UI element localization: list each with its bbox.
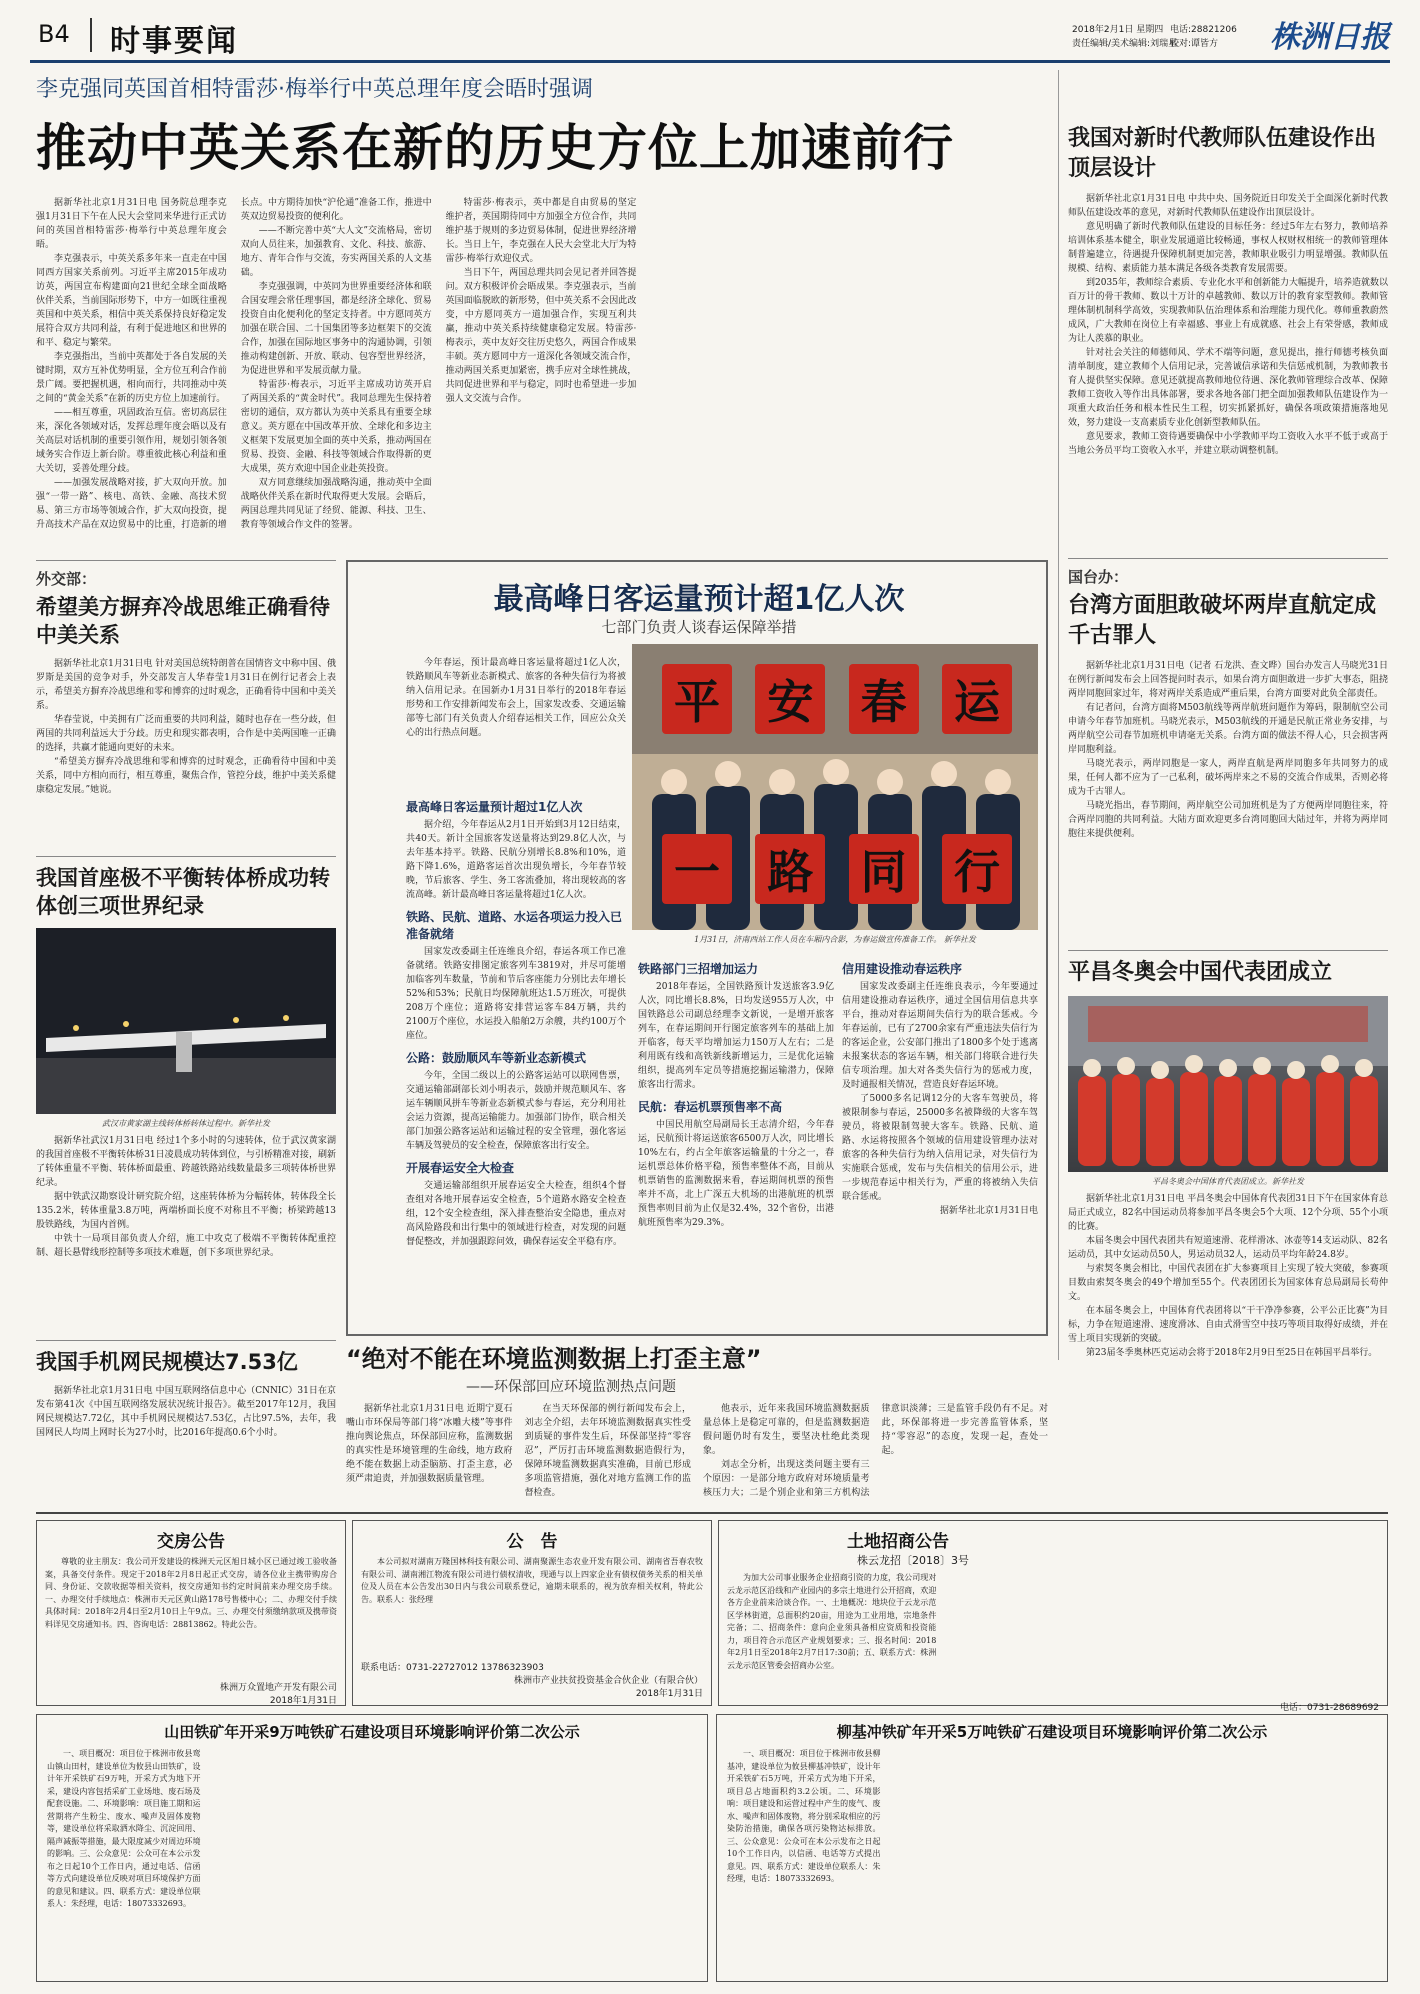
lead-kicker: 李克强同英国首相特雷莎·梅举行中英总理年度会晤时强调 <box>36 77 593 102</box>
taiwan-headline: 台湾方面胆敢破坏两岸直航定成千古罪人 <box>1068 593 1377 648</box>
us-article: 外交部： 希望美方摒弃冷战思维正确看待中美关系 据新华社北京1月31日电 针对美国总统特朗普在国情咨文中称中国、俄罗斯是美国的竞争对手，外交部发言人华春莹1月31日在例行记者会上表示，希望美方摒弃冷战思维和零和博弈的过时观念，正确看待中国和中美关系。 华春莹说，中美拥有广泛而重要的共同利益，随时也存在一些分歧，但两国的共同利益远大于分歧。历史和现实都表明，合作是中美两国唯一正确的选择，共赢才能通向更好的未来。 “希望美方摒弃冷战思维和零和博弈的过时观念，正确看待中国和中美关系，同中方相向而行，相互尊重，聚焦合作，管控分歧，维护中美关系健康稳定发展。”她说。 <box>36 570 336 795</box>
divider <box>36 1340 336 1341</box>
rail-feature: 最高峰日客运量预计超1亿人次 七部门负责人谈春运保障举措 今年春运，预计最高峰日客运量将超过1亿人次，铁路顺风车等新业态新模式、旅客的各种失信行为将被纳入信用记录。在国新办1月31日举行的2018年春运形势和工作安排新闻发布会上，国家发改委、交通运输部等七部门有关负责人介绍春运相关工作，回应公众关心的出行热点问题。 平 安 春 运 一 路 同 行 1月31日，济南西站工作人员在车厢内合影，为春运做宣传准备工作。 新华社发 最高峰日客运量预计超过1亿人次 据介绍，今年春运从2月1日开始到3月12日结束，共40天。新计全国旅客发送量将达到29.8亿人次，与去年基本持平。铁路、民航分别增长8.8%和10%，道路下降1.6%，道路客运首次出现负增长，今年春节较晚，节后旅客、学生、务工客流叠加，将出现较高的客流高峰。新计最高峰日客运量将超过1亿人次。 铁路、民航、道路、水运各项运力投入已准备就绪 国家发改委副主任连维良介绍，春运各项工作已准备就绪。铁路安排图定旅客列车3819对，并尽可能增加临客列车数量，节前和节后客座能力分别比去年增长52%和53%；民航日均保障航班达1.5万班次，可提供208万个座位；道路将安排营运客车84万辆，共约2100万个座位，水运投入船舶2万余艘，共约100万个座位。 公路：鼓励顺风车等新业态新模式 今年，全国二级以上的公路客运站可以联网售票，交通运输部副部长刘小明表示，鼓励并规范顺风车、客运车辆顺风拼车等新业态新模式参与春运，充分利用社会运力资源，提高运输能力。加强部门协作，联合相关部门加强公路客运站和运输过程的安全管理，强化客运车辆及驾驶员的安全检查，保障旅客出行安全。 开展春运安全大检查 交通运输部组织开展春运安全大检查，组织4个督查组对各地开展春运安全检查，5个道路水路安全检查组，12个安全检查组，深入排查整治安全隐患，重点对高风险路段和出行集中的领域进行检查，对发现的问题督促整改，并加强跟踪问效，确保春运安全平稳有序。 铁路部门三招增加运力 2018年春运，全国铁路预计发送旅客3.9亿人次，同比增长8.8%，日均发送955万人次，中国铁路总公司副总经理李文新说，一是增开旅客列车，在春运期间开行图定旅客列车的基础上加开临客，每天平均增加运力150万人左右；二是利用既有线和高铁新线新增运力，三是优化运输组织，提高列车定员等措施挖掘运输潜力，保障旅客出行需求。 民航：春运机票预售率不高 中国民用航空局副局长王志清介绍，今年春运，民航预计将运送旅客6500万人次，同比增长10%左右，约占全年旅客运输量的十分之一，春运机票总体价格平稳，预售率整体不高，目前从机票销售的监测数据来看，春运期间机票的预售率并不高，北上广深五大机场的出港航班的机票预售率则目前为止仅是32.4%，32个省份，出港航班预售率为29.3%。 信用建设推动春运秩序 国家发改委副主任连维良表示，今年要通过信用建设推动春运秩序，通过全国信用信息共享平台，推动对春运期间失信行为的联合惩戒。今年春运前，已有了2700余家有严重违法失信行为的客运企业，公安部门推出了1800多个处于逃离未报案状态的客运车辆，相关部门将联合进行失信专项治理。加大对各类失信行为的惩戒力度，及时通报相关情况，营造良好春运环境。 了5000多名记调12分的大客车驾驶员，将被限制参与春运，25000多名被降级的大客车驾驶员，将被限制驾驶大客车。铁路、民航、道路、水运将按照各个领域的信用建设管理办法对旅客的各种失信行为纳入信用记录，对失信行为实施联合惩戒，发布与失信相关的信用公示，进一步规范春运中相关行为，严重的将被纳入失信联合惩戒。 据新华社北京1月31日电 <box>346 560 1048 1336</box>
teacher-headline: 我国对新时代教师队伍建设作出顶层设计 <box>1068 126 1377 181</box>
lead-body: 据新华社北京1月31日电 国务院总理李克强1月31日下午在人民大会堂同来华进行正式访问的英国首相特雷莎·梅举行中英总理年度会晤。 李克强表示，中英关系多年来一直走在中国同西方国家关系前列。习近平主席2015年成功访英，两国宣布构建面向21世纪全球全面战略伙伴关系，当前国际形势下，中方一如既往重视英国和中英关系，相信中英关系保持良好稳定发展符合双方共同利益，有利于促进地区和世界的和平、稳定与繁荣。 李克强指出，当前中英都处于各自发展的关键时期，双方互补优势明显，全方位互利合作前景广阔。要把握机遇，相向而行，共同推动中英之间的“黄金关系”在新的历史方位上加速前行。 ——相互尊重，巩固政治互信。密切高层往来，深化各领域对话，发挥总理年度会晤以及有关高层对话机制的重要引领作用，规划引领各领域务实合作迈上新台阶。尊重彼此核心利益和重大关切，妥善处理分歧。 ——加强发展战略对接，扩大双向开放。加强“一带一路”、核电、高铁、金融、高技术贸易、第三方市场等领域合作，扩大双向投资，提升高技术产品在双边贸易中的比重，打造新的增长点。中方期待加快“沪伦通”准备工作，推进中英双边贸易投资的便利化。 ——不断完善中英“大人文”交流格局，密切双向人员往来，加强教育、文化、科技、旅游、地方、青年合作与交流，夯实两国关系的人文基础。 李克强强调，中英同为世界重要经济体和联合国安理会常任理事国，都是经济全球化、贸易投资自由化便利化的坚定支持者。中方愿同英方加强在联合国、二十国集团等多边框架下的交流合作，加强在国际地区事务中的沟通协调，引领推动构建创新、开放、联动、包容型世界经济，为促进世界和平发展贡献力量。 特雷莎·梅表示，习近平主席成功访英开启了两国关系的“黄金时代”。我同总理先生保持着密切的通信，双方都认为英中关系具有重要全球意义。英方愿在中国改革开放、全球化和多边主义框架下发展更加全面的英中关系，推动两国在贸易、投资、金融、科技等领域合作取得新的更大成果，英方欢迎中国企业赴英投资。 双方同意继续加强战略沟通，推动英中全面战略伙伴关系在新时代取得更大发展。会晤后，两国总理共同见证了经贸、能源、科技、卫生、教育等领域合作文件的签署。 特雷莎·梅表示，英中都是自由贸易的坚定维护者，英国期待同中方加强全方位合作，共同维护基于规则的多边贸易体制，促进世界经济增长。当日上午，李克强在人民大会堂北大厅为特雷莎·梅举行欢迎仪式。 当日下午，两国总理共同会见记者并回答提问。双方积极评价会晤成果。李克强表示，当前英国面临脱欧的新形势，但中英关系不会因此改变，中方愿同英方一道加强合作，实现互利共赢，推动中英关系持续健康稳定发展。特雷莎·梅表示，英中友好交往历史悠久，两国合作成果丰硕。英方愿同中方一道深化各领域交流合作，推动两国关系更加紧密，携手应对全球性挑战，共同促进世界和平与稳定，同时也希望进一步加强人文交流与合作。 <box>36 198 637 530</box>
section-title: 时事要闻 <box>110 24 238 59</box>
env-report-shantian: 山田铁矿年开采9万吨铁矿石建设项目环境影响评价第二次公示 一、项目概况：项目位于株洲市攸县鸾山镇山田村，建设单位为攸县山田铁矿，设计年开采铁矿石9万吨，开采方式为地下开采，建设内容包括采矿工业场地、废石场及配套设施。二、环境影响：项目施工期和运营期将产生粉尘、废水、噪声及固体废物等，建设单位将采取洒水降尘、沉淀回用、隔声减振等措施，最大限度减少对周边环境的影响。三、公众意见：公众可在本公示发布之日起10个工作日内，通过电话、信函等方式向建设单位反映对项目环境保护方面的意见和建议。四、联系方式：建设单位联系人：朱经理，电话：18073332693。 <box>36 1714 708 1982</box>
notice-creditor: 公 告 本公司拟对湖南万隆国林科技有限公司、湖南聚源生态农业开发有限公司、湖南省吾春农牧有限公司、湖南湘江物流有限公司进行债权清收，现通与以上四家企业有债权债务关系的相关单位及人员在本公告发出30日内与我公司联系登记，逾期未联系的，视为放弃相关权利，特此公告。联系人：张经理 联系电话：0731-22727012 13786323903 株洲市产业扶贫投资基金合伙企业（有限合伙） 2018年1月31日 <box>352 1520 712 1706</box>
page-number: B4 <box>38 20 70 48</box>
column-divider <box>1058 70 1059 1360</box>
taiwan-article: 国台办： 台湾方面胆敢破坏两岸直航定成千古罪人 据新华社北京1月31日电（记者 石龙洪、查文晔）国台办发言人马晓光31日在例行新闻发布会上回答提问时表示，如果台湾方面胆敢进一步扩大事态，阻挠两岸同胞回家过年，将对两岸关系造成严重后果，台湾方面要对此负全部责任。 有记者问，台湾方面将M503航线等两岸航班问题作为筹码，限制航空公司申请今年春节加班机。马晓光表示，M503航线的开通是民航正常业务安排，与两岸航空公司春节加班机申请毫无关系。台湾方面的做法不得人心，只会损害两岸同胞利益。 马晓光表示，两岸同胞是一家人，两岸直航是两岸同胞多年共同努力的成果，任何人都不应为了一己私利，破坏两岸来之不易的交流合作成果，否则必将成为千古罪人。 马晓光指出，春节期间，两岸航空公司加班机是为了方便两岸同胞往来，符合两岸同胞的共同利益。大陆方面欢迎更多台湾同胞回大陆过年，并将为两岸同胞往来提供便利。 <box>1068 568 1388 839</box>
env-article: “绝对不能在环境监测数据上打歪主意” ——环保部回应环境监测热点问题 据新华社北京1月31日电 近期宁夏石嘴山市环保局等部门将“冰雕大楼”等事件推向舆论焦点，环保部回应称，监测数据的真实性是环境管理的生命线，地方政府绝不能在数据上动歪脑筋、打歪主意，必须严肃追责，并加强数据质量管理。 在当天环保部的例行新闻发布会上，刘志全介绍，去年环境监测数据真实性受到质疑的事件发生后，环保部坚持“零容忍”，严厉打击环境监测数据造假行为，保障环境监测数据真实准确，目前已形成多项监管措施，强化对地方监测工作的监督检查。 他表示，近年来我国环境监测数据质量总体上是稳定可靠的，但是监测数据造假问题仍时有发生，要坚决杜绝此类现象。 刘志全分析，出现这类问题主要有三个原因：一是部分地方政府对环境质量考核压力大；二是个别企业和第三方机构法律意识淡薄；三是监管手段仍有不足。对此，环保部将进一步完善监管体系，坚持“零容忍”的态度，发现一起，查处一起。 <box>346 1345 1048 1498</box>
rail-subhead: 最高峰日客运量预计超过1亿人次 <box>406 800 583 814</box>
couplet-bottom <box>662 834 1012 904</box>
rail-subhead: 民航：春运机票预售率不高 <box>638 1100 783 1114</box>
header-rule <box>30 60 1390 63</box>
couplet-char: 运 <box>942 664 1012 734</box>
report-title: 山田铁矿年开采9万吨铁矿石建设项目环境影响评价第二次公示 <box>164 1723 580 1741</box>
divider <box>36 560 336 561</box>
rail-subhead: 开展春运安全大检查 <box>406 1161 515 1175</box>
notice-phone: 电话：0731-28689692 <box>1280 1703 1379 1713</box>
netizen-article: 我国手机网民规模达7.53亿 据新华社北京1月31日电 中国互联网络信息中心（CNNIC）31日在京发布第41次《中国互联网络发展状况统计报告》。截至2017年12月，我国网民规模达7.72亿，其中手机网民规模达7.53亿，占比97.5%，去年，我国网民人均周上网时长为27小时，比2016年提高0.6个小时。 <box>36 1350 336 1438</box>
bridge-photo <box>36 928 336 1114</box>
bridge-headline: 我国首座极不平衡转体桥成功转体创三项世界纪录 <box>36 866 330 918</box>
notice-title: 公 告 <box>506 1532 558 1552</box>
divider <box>1068 950 1388 951</box>
rail-subtitle: 七部门负责人谈春运保障举措 <box>601 618 797 636</box>
us-kicker: 外交部： <box>36 570 97 588</box>
rail-headline: 最高峰日客运量预计超1亿人次 <box>493 582 905 617</box>
page-header <box>30 14 1390 58</box>
couplet-char: 平 <box>662 664 732 734</box>
notice-signature: 株洲市产业扶贫投资基金合伙企业（有限合伙） <box>513 1676 703 1686</box>
notice-handover: 交房公告 尊敬的业主朋友：我公司开发建设的株洲天元区旭日城小区已通过竣工验收备案，具备交付条件。现定于2018年2月8日起正式交房，请各位业主携带购房合同、身份证、交款收据等相关资料，按交房通知书约定时间前来办理交房手续。一、办理交付手续地点：株洲市天元区黄山路178号售楼中心；二、办理交付手续具体时间：2018年2月4日至2月10日上午9点。三、办理交付须缴纳款项及携带资料详见交房通知书。四、咨询电话：28813862。特此公告。 株洲万众置地产开发有限公司 2018年1月31日 <box>36 1520 346 1706</box>
rail-subhead: 铁路、民航、道路、水运各项运力投入已准备就绪 <box>406 910 623 941</box>
env-headline: “绝对不能在环境监测数据上打歪主意” <box>346 1345 762 1373</box>
bridge-photo-illustration <box>36 928 336 1114</box>
olympics-caption: 平昌冬奥会中国体育代表团成立。新华社发 <box>1152 1177 1304 1186</box>
olympics-headline: 平昌冬奥会中国代表团成立 <box>1068 960 1333 985</box>
lead-headline: 推动中英关系在新的历史方位上加速前行 <box>36 119 954 177</box>
env-subtitle: ——环保部回应环境监测热点问题 <box>466 1379 676 1395</box>
env-report-liujichong: 柳基冲铁矿年开采5万吨铁矿石建设项目环境影响评价第二次公示 一、项目概况：项目位于株洲市攸县柳基冲，建设单位为攸县柳基冲铁矿，设计年开采铁矿石5万吨，开采方式为地下开采，项目总占地面积约3.2公顷。二、环境影响：项目建设和运营过程中产生的废气、废水、噪声和固体废物，将分别采取相应的污染防治措施，确保各项污染物达标排放。三、公众意见：公众可在本公示发布之日起10个工作日内，以信函、电话等方式提出意见。四、联系方式：建设单位联系人：朱经理，电话：18073332693。 <box>716 1714 1388 1982</box>
rail-subhead: 公路：鼓励顺风车等新业态新模式 <box>406 1051 587 1065</box>
couplet-char: 春 <box>849 664 919 734</box>
editor-line: 责任编辑/美术编辑:刘瑞星 <box>1072 39 1178 49</box>
olympics-article: 平昌冬奥会中国代表团成立 平昌冬奥会中国体育代表团成立。新华社发 据新华社北京1月31日电 平昌冬奥会中国体育代表团31日下午在国家体育总局正式成立，82名中国运动员将参加平昌冬奥会5个大项、12个分项、55个小项的比赛。 本届冬奥会中国代表团共有短道速滑、花样滑冰、冰壶等14支运动队、82名运动员，其中女运动员50人，男运动员32人，运动员平均年龄24.8岁。 与索契冬奥会相比，中国代表团在扩大参赛项目上实现了较大突破，参赛项目数由索契冬奥会的49个增加至55个。代表团团长为国家体育总局副局长苟仲文。 在本届冬奥会上，中国体育代表团将以“干干净净参赛，公平公正比赛”为目标，力争在短道速滑、速度滑冰、自由式滑雪空中技巧等项目取得好成绩，并在雪上项目实现新的突破。 第23届冬季奥林匹克运动会将于2018年2月9日至25日在韩国平昌举行。 <box>1068 960 1388 1358</box>
team-photo-illustration <box>1068 996 1388 1172</box>
proof-line: 校对:谭皆方 <box>1170 39 1219 49</box>
notice-title: 交房公告 <box>157 1532 225 1552</box>
notice-code: 株云龙招〔2018〕3号 <box>857 1554 969 1567</box>
report-title: 柳基冲铁矿年开采5万吨铁矿石建设项目环境影响评价第二次公示 <box>836 1723 1268 1741</box>
couplet-char: 行 <box>942 834 1012 904</box>
date-line: 2018年2月1日 星期四 <box>1072 25 1164 35</box>
netizen-headline: 我国手机网民规模达7.53亿 <box>36 1350 298 1374</box>
header-divider <box>90 18 92 52</box>
notice-phone: 联系电话：0731-22727012 13786323903 <box>361 1663 544 1673</box>
olympics-photo <box>1068 996 1388 1172</box>
couplet-char: 路 <box>755 834 825 904</box>
taiwan-kicker: 国台办： <box>1068 568 1129 586</box>
divider <box>36 856 336 857</box>
notice-rule <box>36 1512 1388 1514</box>
notice-date: 2018年1月31日 <box>269 1696 337 1706</box>
notice-title: 土地招商公告 <box>847 1532 949 1552</box>
bridge-article: 我国首座极不平衡转体桥成功转体创三项世界纪录 武汉市黄家湖主线转体桥转体过程中。新华社发 据新华社武汉1月31日电 经过1个多小时的匀速转体，位于武汉黄家湖的我国首座极不平衡转体桥31日凌晨成功转体到位，与引桥精准对接，刷新了转体重量不平衡、转体桥面最重、跨越铁路站线数量最多三项转体桥世界纪录。 据中铁武汉勘察设计研究院介绍，这座转体桥为分幅转体，转体段全长135.2米，转体重量3.8万吨，两端桥面长度不对称且不平衡；桥梁跨越13股铁路线，为国内首例。 中铁十一局项目部负责人介绍，施工中攻克了极端不平衡转体配重控制、超长悬臂线形控制等多项技术难题，创下多项世界纪录。 <box>36 866 336 1258</box>
bridge-caption: 武汉市黄家湖主线转体桥转体过程中。新华社发 <box>102 1119 270 1128</box>
phone-line: 电话:28821206 <box>1170 25 1237 35</box>
couplet-char: 安 <box>755 664 825 734</box>
newspaper-logo: 株洲日报 <box>1270 20 1390 55</box>
us-headline: 希望美方摒弃冷战思维正确看待中美关系 <box>36 595 330 647</box>
rail-subhead: 信用建设推动春运秩序 <box>842 962 963 976</box>
notice-signature: 株洲万众置地产开发有限公司 <box>219 1683 337 1693</box>
rail-caption: 1月31日，济南西站工作人员在车厢内合影，为春运做宣传准备工作。 新华社发 <box>694 935 976 944</box>
couplet-top <box>662 664 1012 734</box>
couplet-char: 同 <box>849 834 919 904</box>
rail-subhead: 铁路部门三招增加运力 <box>638 962 759 976</box>
notice-land: 土地招商公告 株云龙招〔2018〕3号 为加大公司事业服务企业招商引资的力度，我公司现对云龙示范区沿线和产业园内的多宗土地进行公开招商，欢迎各方企业前来洽谈合作。一、土地概况：地块位于云龙示范区学林街道，总面积约20亩，用途为工业用地，宗地条件完备；二、招商条件：意向企业须具备相应资质和投资能力，项目符合示范区产业规划要求；三、报名时间：2018年2月1日至2018年2月7日17:30前；五、联系方式：株洲云龙示范区管委会招商办公室。 电话：0731-28689692 <box>718 1520 1388 1706</box>
notice-date: 2018年1月31日 <box>635 1689 703 1699</box>
divider <box>1068 558 1388 559</box>
teacher-article: 我国对新时代教师队伍建设作出顶层设计 据新华社北京1月31日电 中共中央、国务院近日印发关于全面深化新时代教师队伍建设改革的意见，对新时代教师队伍建设作出顶层设计。 意见明确了新时代教师队伍建设的目标任务：经过5年左右努力，教师培养培训体系基本健全，职业发展通道比较畅通，事权人权财权相统一的教师管理体制普遍建立，待遇提升保障机制更加完善，教师职业吸引力明显增强。教师队伍规模、结构、素质能力基本满足各级各类教育发展需要。 到2035年，教师综合素质、专业化水平和创新能力大幅提升，培养造就数以百万计的骨干教师、数以十万计的卓越教师、数以万计的教育家型教师。教师管理体制机制科学高效，实现教师队伍治理体系和治理能力现代化。尊师重教蔚然成风，广大教师在岗位上有幸福感、事业上有成就感、社会上有荣誉感，教师成为让人羡慕的职业。 针对社会关注的师德师风、学术不端等问题，意见提出，推行师德考核负面清单制度，建立教师个人信用记录，完善诚信承诺和失信惩戒机制，为教师教书育人提供坚实保障。意见还就提高教师地位待遇、深化教师管理综合改革、保障教师工资收入等作出具体部署，要求各地各部门把全面加强教师队伍建设作为一项重大政治任务和根本性民生工程，切实抓紧抓好，确保各项政策措施落地见效，努力建设一支高素质专业化创新型教师队伍。 意见要求，教师工资待遇要确保中小学教师平均工资收入水平不低于或高于当地公务员平均工资收入水平，并建立联动调整机制。 <box>1068 126 1388 456</box>
couplet-char: 一 <box>662 834 732 904</box>
rail-photo <box>632 644 1038 930</box>
